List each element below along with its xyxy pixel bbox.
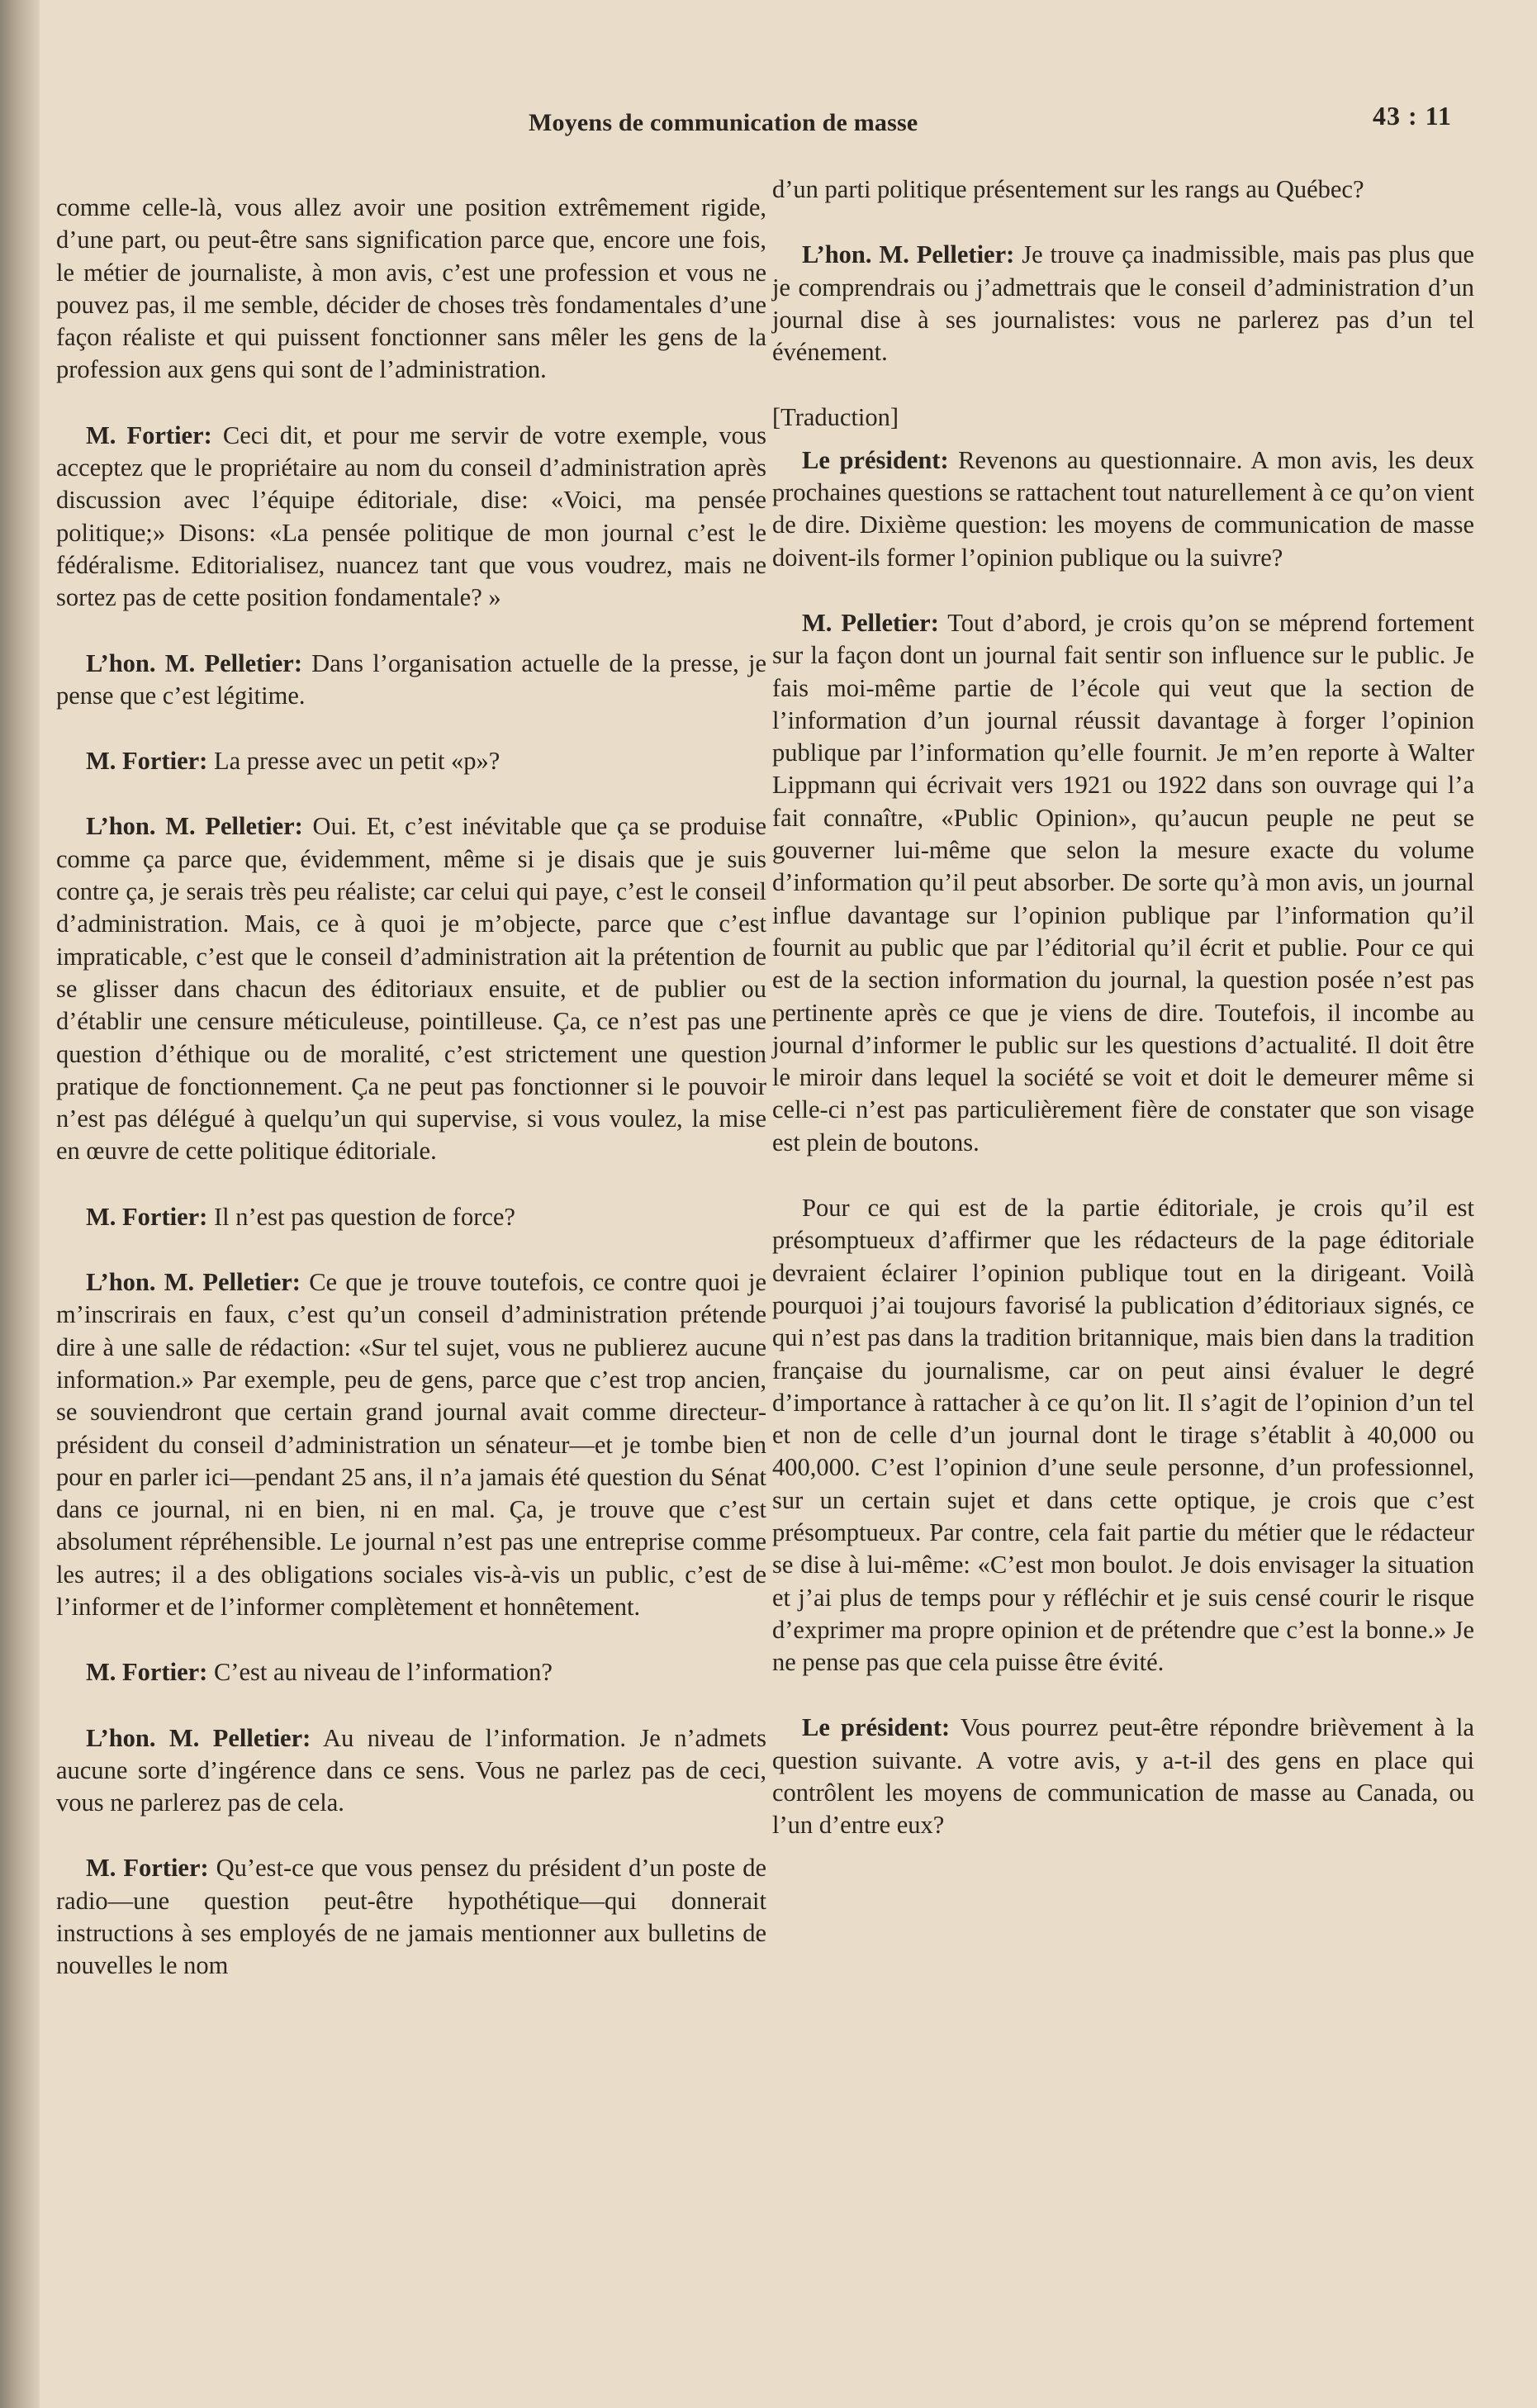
paragraph bbox=[772, 1712, 1474, 1841]
paragraph bbox=[772, 1192, 1474, 1679]
paragraph-text: comme celle-là, vous allez avoir une position extrêmement rigide, d’une part, ou peut-être sans signification parce que, encore une fois, le métier de journaliste, à mon avis, c’est une profession et vous ne pouvez pas, il me semble, décider de choses très fondamentales d’une façon réaliste et qui puissent fonctionner sans mêler les gens de la profession aux gens qui sont de l’administration. bbox=[56, 193, 766, 384]
speaker-name: L’hon. M. Pelletier: bbox=[86, 648, 302, 677]
paragraph-text: Ceci dit, et pour me servir de votre exemple, vous acceptez que le propriétaire au nom du conseil d’administration après discussion avec l’équipe éditoriale, dise: «Voici, ma pensée politique;» Disons: «La pensée politique de mon journal c’est le fédéralisme. Editorialisez, nuancez tant que vous voudrez, mais ne sortez pas de cette position fondamentale? » bbox=[56, 420, 766, 612]
paragraph-text: Dans l’organisation actuelle de la presse, je pense que c’est légitime. bbox=[56, 648, 766, 710]
paragraph-text: Revenons au questionnaire. A mon avis, les deux prochaines questions se rattachent tout naturellement à ce qu’on vient de dire. Dixième question: les moyens de communication de masse doivent-ils former l’opinion publique ou la suivre? bbox=[772, 445, 1474, 572]
paragraph bbox=[56, 648, 766, 713]
paragraph bbox=[56, 745, 766, 777]
paragraph bbox=[772, 173, 1474, 206]
running-title: Moyens de communication de masse bbox=[529, 109, 918, 136]
right-column bbox=[772, 173, 1474, 1875]
speaker-name: L’hon. M. Pelletier: bbox=[86, 1723, 311, 1752]
paragraph bbox=[772, 444, 1474, 574]
speaker-name: M. Fortier: bbox=[86, 1854, 209, 1883]
paragraph-text: Je trouve ça inadmissible, mais pas plus que je comprendrais ou j’admettrais que le conseil d’administration d’un journal dise à ses journalistes: vous ne parlerez pas d’un tel événement. bbox=[772, 240, 1474, 367]
paragraph-text: d’un parti politique présentement sur les rangs au Québec? bbox=[772, 175, 1364, 203]
speaker-name: M. Fortier: bbox=[86, 747, 208, 776]
speaker-name: M. Fortier: bbox=[86, 420, 212, 449]
paragraph-text: La presse avec un petit «p»? bbox=[207, 747, 500, 776]
paragraph-text: Qu’est-ce que vous pensez du président d’un poste de radio—une question peut-être hypothétique—qui donnerait instructions à ses employés de ne jamais mentionner aux bulletins de nouvelles le nom bbox=[56, 1854, 766, 1980]
paragraph-text: Pour ce qui est de la partie éditoriale, je crois qu’il est présomptueux d’affirmer que les rédacteurs de la page éditoriale devraient éclairer l’opinion publique tout en la dirigeant. Voilà pourquoi j’ai toujours favorisé la publication d’éditoriaux signés, ce qui n’est pas dans la tradition britannique, mais bien dans la tradition française du journalisme, car on peut ainsi évaluer le degré d’importance à rattacher à ce qu’on lit. Il s’agit de l’opinion d’un tel et non de celle d’un journal dont le tirage s’établit à 40,000 ou 400,000. C’est l’opinion d’une seule personne, d’un professionnel, sur un certain sujet et dans cette optique, je crois que c’est présomptueux. Par contre, cela fait partie du métier que le rédacteur se dise à lui-même: «C’est mon boulot. Je dois envisager la situation et j’ai plus de temps pour y réfléchir et je suis censé courir le risque d’exprimer ma propre opinion et de prétendre que c’est la bonne.» Je ne pense pas que cela puisse être évité. bbox=[772, 1194, 1474, 1677]
paragraph bbox=[56, 810, 766, 1167]
speaker-name: M. Pelletier: bbox=[802, 608, 939, 637]
speaker-name: L’hon. M. Pelletier: bbox=[86, 1268, 301, 1297]
paragraph-text: Ce que je trouve toutefois, ce contre quoi je m’inscrirais en faux, c’est qu’un conseil d’administration prétende dire à une salle de rédaction: «Sur tel sujet, vous ne publierez aucune information.» Par exemple, peu de gens, parce que c’est trop ancien, se souviendront que certain grand journal avait comme directeur-président du conseil d’administration un sénateur—et je tombe bien pour en parler ici—pendant 25 ans, il n’a jamais été question du Sénat dans ce journal, ni en bien, ni en mal. Ça, je trouve que c’est absolument répréhensible. Le journal n’est pas une entreprise comme les autres; il a des obligations sociales vis-à-vis un public, c’est de l’informer et de l’informer complètement et honnêtement. bbox=[56, 1268, 766, 1621]
page-number: 43 : 11 bbox=[1373, 101, 1452, 131]
paragraph-text: Il n’est pas question de force? bbox=[207, 1202, 515, 1231]
paragraph-text: Au niveau de l’information. Je n’admets aucune sorte d’ingérence dans ce sens. Vous ne parlez pas de ceci, vous ne parlerez pas de cela. bbox=[56, 1723, 766, 1817]
paragraph bbox=[56, 420, 766, 615]
paragraph bbox=[56, 1656, 766, 1688]
paragraph-text: Vous pourrez peut-être répondre brièvement à la question suivante. A votre avis, y a-t-il des gens en place qui contrôlent les moyens de communication de masse au Canada, ou l’un d’entre eux? bbox=[772, 1713, 1474, 1840]
paragraph-text: Oui. Et, c’est inévitable que ça se produise comme ça parce que, évidemment, même si je disais que je suis contre ça, je serais très peu réaliste; car celui qui paye, c’est le conseil d’administration. Mais, ce à quoi je m’objecte, parce que c’est impraticable, c’est que le conseil d’administration ait la prétention de se glisser dans chacun des éditoriaux ensuite, et de publier ou d’établir une censure méticuleuse, pointilleuse. Ça, ce n’est pas une question d’éthique ou de moralité, c’est strictement une question pratique de fonctionnement. Ça ne peut pas fonctionner si le pouvoir n’est pas délégué à quelqu’un qui supervise, si vous voulez, la mise en œuvre de cette politique éditoriale. bbox=[56, 812, 766, 1166]
paragraph bbox=[56, 192, 766, 387]
paragraph bbox=[772, 239, 1474, 368]
speaker-name: L’hon. M. Pelletier: bbox=[86, 812, 303, 841]
speaker-name: L’hon. M. Pelletier: bbox=[802, 240, 1015, 269]
paragraph-text: Tout d’abord, je crois qu’on se méprend fortement sur la façon dont un journal fait sentir son influence sur le public. Je fais moi-même partie de l’école qui veut que la section de l’information d’un journal réussit davantage à forger l’opinion publique par l’information qu’elle fournit. Je m’en reporte à Walter Lippmann qui écrivait vers 1921 ou 1922 dans son ouvrage qui l’a fait connaître, «Public Opinion», qu’aucun peuple ne peut se gouverner lui-même que selon la mesure exacte du volume d’information qu’il peut absorber. De sorte qu’à mon avis, un journal influe davantage sur l’opinion publique par l’information qu’il fournit au public que par l’éditorial qu’il écrit et publie. Pour ce qui est de la section information du journal, la question posée n’est pas pertinente après ce que je viens de dire. Toutefois, il incombe au journal d’informer le public sur les questions d’actualité. Il doit être le miroir dans lequel la société se voit et doit le demeurer même si celle-ci n’est pas particulièrement fière de constater que son visage est plein de boutons. bbox=[772, 608, 1475, 1157]
speaker-name: M. Fortier: bbox=[86, 1658, 208, 1687]
paragraph bbox=[772, 607, 1474, 1159]
paragraph bbox=[56, 1852, 766, 1982]
paragraph-text: C’est au niveau de l’information? bbox=[207, 1658, 553, 1687]
speaker-name: M. Fortier: bbox=[86, 1202, 208, 1231]
translation-tag: [Traduction] bbox=[772, 403, 899, 432]
binding-gutter bbox=[0, 0, 40, 2408]
speaker-name: Le président: bbox=[802, 1713, 951, 1742]
speaker-name: Le président: bbox=[802, 445, 949, 474]
paragraph bbox=[56, 1201, 766, 1233]
left-column bbox=[56, 192, 766, 2016]
paragraph bbox=[56, 1266, 766, 1623]
paragraph bbox=[56, 1722, 766, 1820]
